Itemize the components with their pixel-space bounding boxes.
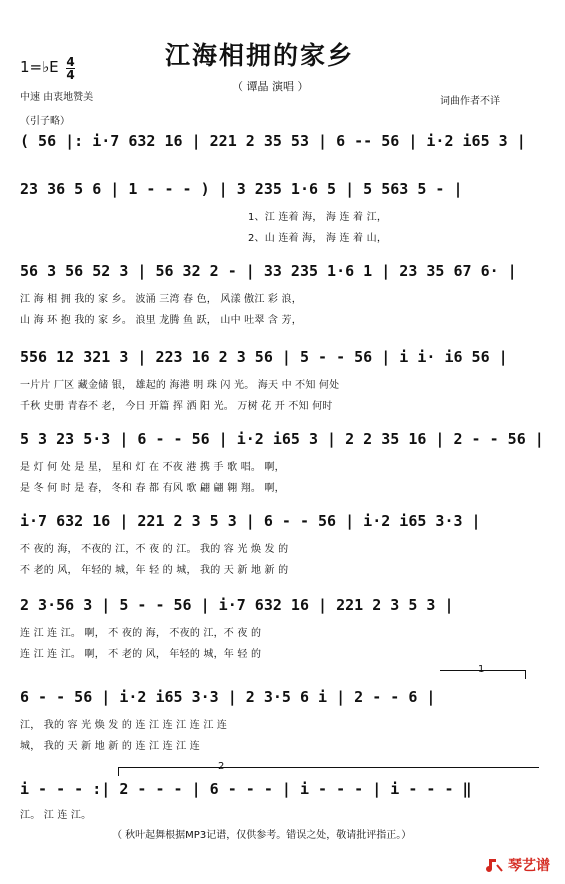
lyric-line-1: 1、江 连着 海， 海 连 着 江， <box>248 212 388 223</box>
lyric-line-1: 江， 我的 容 光 焕 发 的 连 江 连 江 连 江 连 <box>20 720 228 731</box>
transcription-note: （ 秋叶起舞根据MP3记谱，仅供参考。错误之处，敬请批评指正。） <box>112 830 412 841</box>
score-row-3 <box>20 262 550 326</box>
notation-line: 5 3 23 5·3 | 6 - - 56 | i·2 i65 3 | 2 2 35 16 | 2 - - 56 | <box>20 430 544 448</box>
notation-line: 23 36 5 6 | 1 - - - ) | 3 235 1·6 5 | 5 563 5 - | <box>20 180 463 198</box>
singer-credit: （ 谭晶 演唱 ） <box>232 80 309 93</box>
intro-note: （引子略） <box>20 116 70 127</box>
score-row-2 <box>20 180 550 244</box>
notation-line: 2 3·56 3 | 5 - - 56 | i·7 632 16 | 221 2 3 5 3 | <box>20 596 454 614</box>
composer-credit: 词曲作者不详 <box>440 96 500 107</box>
lyric-line-1: 是 灯 何 处 是 星， 星和 灯 在 不夜 港 携 手 歌 唱。 啊， <box>20 462 285 473</box>
lyric-line-2: 山 海 环 抱 我的 家 乡。 浪里 龙腾 鱼 跃， 山中 吐翠 含 芳， <box>20 315 302 326</box>
score-row-1 <box>20 132 550 150</box>
key-signature <box>20 58 59 76</box>
notation-line: i - - - :| 2 - - - | 6 - - - | i - - - | i - - - ‖ <box>20 780 472 798</box>
time-bottom: 4 <box>66 68 75 82</box>
time-top: 4 <box>66 55 75 69</box>
lyric-line-2: 不 老的 风， 年轻的 城，年 轻 的 城， 我的 天 新 地 新 的 <box>20 565 289 576</box>
tempo-marking: 中速 由衷地赞美 <box>20 92 94 103</box>
lyric-line-2: 千秋 史册 青春不 老， 今日 开篇 挥 洒 阳 光。 万树 花 开 不知 何时 <box>20 401 333 412</box>
lyric-line-1: 江 海 相 拥 我的 家 乡。 波涌 三湾 春 色， 风漾 傲江 彩 浪， <box>20 294 302 305</box>
score-row-7 <box>20 596 550 660</box>
score-row-6 <box>20 512 550 576</box>
lyric-line-1: 连 江 连 江。 啊， 不 夜的 海， 不夜的 江，不 夜 的 <box>20 628 262 639</box>
score-row-9 <box>20 780 550 821</box>
notation-line: ( 56 |: i·7 632 16 | 221 2 35 53 | 6 -- 56 | i·2 i65 3 | <box>20 132 526 150</box>
song-title: 江海相拥的家乡 <box>165 41 355 70</box>
lyric-line-2: 是 冬 何 时 是 春， 冬和 春 都 有风 歌 翩 翩 翱 翔。 啊， <box>20 483 285 494</box>
music-note-logo-icon <box>486 856 504 874</box>
lyric-line-2: 2、山 连着 海， 海 连 着 山， <box>248 233 388 244</box>
key-label: 1=♭E <box>20 58 59 76</box>
lyric-line-1: 江。 江 连 江。 <box>20 810 92 821</box>
volta-bracket-second <box>118 767 539 776</box>
score-row-8 <box>20 688 550 752</box>
logo-text: 琴艺谱 <box>508 858 550 874</box>
lyric-line-2: 连 江 连 江。 啊， 不 老的 风， 年轻的 城，年 轻 的 <box>20 649 262 660</box>
lyric-line-2: 城， 我的 天 新 地 新 的 连 江 连 江 连 <box>20 741 200 752</box>
volta-label-first: 1 <box>478 664 485 675</box>
notation-line: 6 - - 56 | i·2 i65 3·3 | 2 3·5 6 i | 2 - - 6 | <box>20 688 436 706</box>
lyric-line-1: 不 夜的 海， 不夜的 江，不 夜 的 江。 我的 容 光 焕 发 的 <box>20 544 289 555</box>
site-logo <box>486 855 550 875</box>
notation-line: 56 3 56 52 3 | 56 32 2 - | 33 235 1·6 1 | 23 35 67 6· | <box>20 262 517 280</box>
score-row-4 <box>20 348 550 412</box>
notation-line: i·7 632 16 | 221 2 3 5 3 | 6 - - 56 | i·2 i65 3·3 | <box>20 512 481 530</box>
time-signature <box>66 56 75 81</box>
score-row-5 <box>20 430 550 494</box>
volta-label-second: 2 <box>218 761 225 772</box>
lyric-line-1: 一片片 厂区 藏金储 银， 雄起的 海港 明 珠 闪 光。 海天 中 不知 何处 <box>20 380 340 391</box>
notation-line: 556 12 321 3 | 223 16 2 3 56 | 5 - - 56 | i i· i6 56 | <box>20 348 508 366</box>
